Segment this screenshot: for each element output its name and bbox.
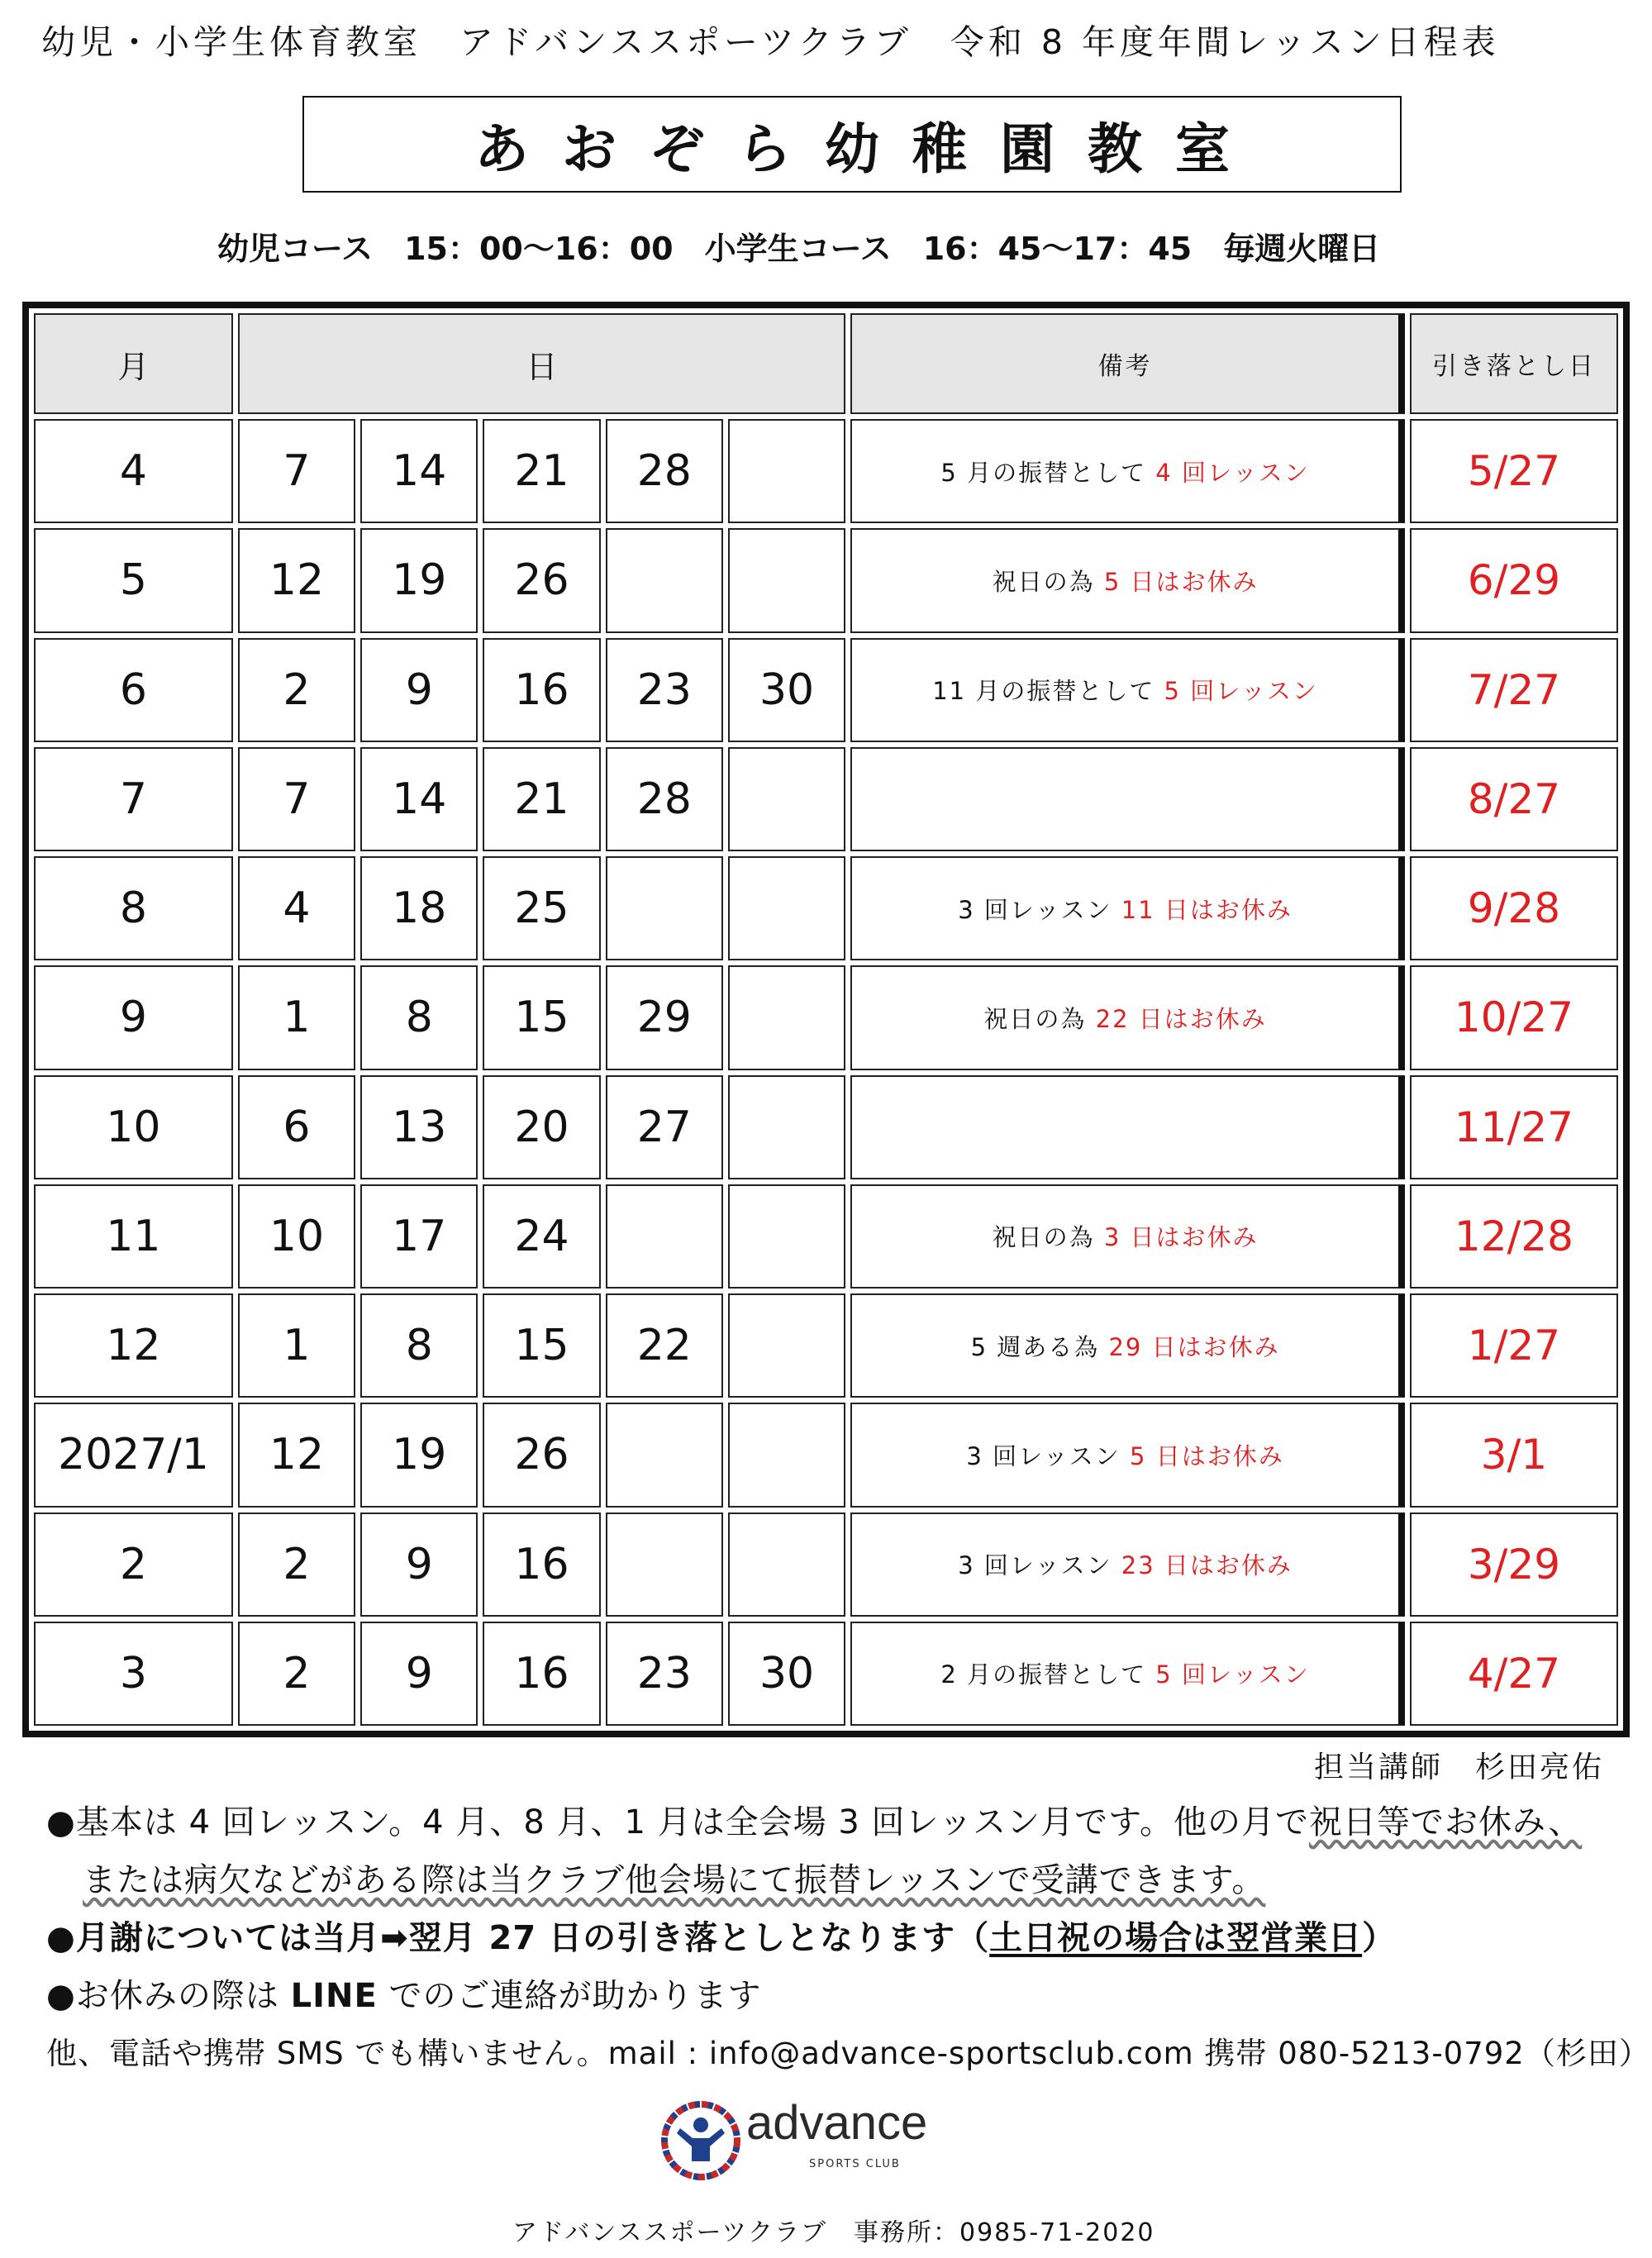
note-absence-text: ●お休みの際は [46,1977,291,2015]
logo-subtitle: SPORTS CLUB [809,2158,901,2170]
table-row [34,747,1618,851]
month-cell: 6 [34,638,233,742]
day-cell: 15 [483,1293,600,1398]
month-cell: 7 [34,747,233,851]
note-fee-close: ） [1362,1919,1397,1957]
day-cell: 15 [483,965,600,1069]
day-cell [728,1184,845,1289]
table-row [34,1403,1618,1507]
day-cell: 6 [238,1075,355,1179]
day-cell [728,965,845,1069]
day-cell: 16 [483,1512,600,1617]
day-cell: 29 [606,965,723,1069]
note-highlight: 5 回レッスン [1146,1660,1310,1689]
day-cell: 8 [360,965,478,1069]
month-cell: 3 [34,1622,233,1726]
month-cell: 11 [34,1184,233,1289]
day-cell: 18 [360,856,478,960]
day-cell [728,747,845,851]
day-cell [606,856,723,960]
day-cell: 21 [483,747,600,851]
note-cell [850,1293,1405,1398]
due-date-cell: 11/27 [1410,1075,1618,1179]
day-cell [728,528,845,632]
course-times: 幼児コース 15：00～16：00 小学生コース 16：45～17：45 毎週火曜日 [217,231,1381,267]
header-due-date: 引き落とし日 [1410,313,1618,414]
due-date-cell: 9/28 [1410,856,1618,960]
note-basic [46,1794,1616,1851]
day-cell [728,1512,845,1617]
day-cell: 26 [483,1403,600,1507]
day-cell: 30 [728,1622,845,1726]
due-date-cell: 1/27 [1410,1293,1618,1398]
note-contact [46,2025,1650,2083]
note-highlight: 29 日はお休み [1099,1332,1280,1361]
instructor-name: 担当講師 杉田亮佑 [1313,1751,1604,1784]
day-cell [606,1184,723,1289]
header-month: 月 [34,313,233,414]
day-cell: 8 [360,1293,478,1398]
table-row [34,528,1618,632]
due-date-cell: 7/27 [1410,638,1618,742]
notes-section [46,1794,1650,2083]
note-text: 3 回レッスン [958,895,1112,924]
day-cell: 9 [360,1512,478,1617]
day-cell: 7 [238,419,355,523]
document-header: 幼児・小学生体育教室 アドバンススポーツクラブ 令和 8 年度年間レッスン日程表 [41,22,1500,62]
note-highlight: 3 日はお休み [1094,1223,1259,1252]
day-cell: 28 [606,747,723,851]
table-row [34,1512,1618,1617]
due-date-cell: 4/27 [1410,1622,1618,1726]
month-cell: 12 [34,1293,233,1398]
note-highlight: 5 回レッスン [1154,677,1318,706]
day-cell: 4 [238,856,355,960]
day-cell: 10 [238,1184,355,1289]
day-cell: 24 [483,1184,600,1289]
month-cell: 5 [34,528,233,632]
day-cell [728,1293,845,1398]
day-cell: 20 [483,1075,600,1179]
day-cell: 16 [483,638,600,742]
note-cell [850,638,1405,742]
note-cell [850,856,1405,960]
note-text: 3 回レッスン [958,1551,1112,1580]
note-cell [850,965,1405,1069]
note-makeup-text: または病欠などがある際は当クラブ他会場にて振替レッスンで受講できます。 [83,1861,1266,1899]
note-absence [46,1967,1616,2025]
note-text: 祝日の為 [983,1004,1087,1033]
note-cell [850,1075,1405,1179]
page-title: あおぞら幼稚園教室 [474,117,1263,181]
schedule-table [22,302,1630,1737]
logo-emblem-icon [655,2095,746,2186]
day-cell: 12 [238,528,355,632]
day-cell [606,528,723,632]
day-cell: 13 [360,1075,478,1179]
due-date-cell: 6/29 [1410,528,1618,632]
day-cell: 12 [238,1403,355,1507]
day-cell: 30 [728,638,845,742]
note-fee-holiday: 土日祝の場合は翌営業日 [989,1919,1363,1957]
advance-logo [655,2095,986,2186]
note-cell [850,1184,1405,1289]
day-cell: 1 [238,1293,355,1398]
header-day: 日 [238,313,845,414]
note-line-app: LINE [290,1977,378,2015]
note-fee-text: ●月謝については当月➡翌月 27 日の引き落としとなります（ [46,1919,990,1957]
day-cell [728,856,845,960]
day-cell: 2 [238,638,355,742]
day-cell: 17 [360,1184,478,1289]
footer-office: アドバンススポーツクラブ 事務所：0985-71-2020 [512,2218,1155,2247]
day-cell: 14 [360,747,478,851]
due-date-cell: 10/27 [1410,965,1618,1069]
note-cell [850,419,1405,523]
note-text: 11 月の振替として [932,677,1155,706]
title-box [302,96,1402,193]
day-cell: 9 [360,1622,478,1726]
day-cell: 16 [483,1622,600,1726]
note-cell [850,1512,1405,1617]
month-cell: 9 [34,965,233,1069]
note-highlight: 22 日はお休み [1086,1004,1267,1033]
note-fee [46,1909,1616,1967]
note-text: 3 回レッスン [966,1441,1121,1470]
month-cell: 2027/1 [34,1403,233,1507]
note-text: 祝日の為 [992,567,1095,596]
table-row [34,856,1618,960]
table-header-row [34,313,1618,414]
note-text: 5 週ある為 [970,1332,1100,1361]
table-row [34,638,1618,742]
day-cell [728,1403,845,1507]
day-cell: 9 [360,638,478,742]
day-cell: 21 [483,419,600,523]
day-cell: 2 [238,1512,355,1617]
month-cell: 10 [34,1075,233,1179]
header-note: 備考 [850,313,1405,414]
note-cell [850,1622,1405,1726]
note-highlight: 5 日はお休み [1094,567,1259,596]
note-text: 祝日の為 [992,1223,1095,1252]
day-cell: 2 [238,1622,355,1726]
day-cell: 14 [360,419,478,523]
note-text: 5 月の振替として [940,458,1147,487]
table-row [34,1622,1618,1726]
day-cell: 25 [483,856,600,960]
day-cell: 26 [483,528,600,632]
month-cell: 2 [34,1512,233,1617]
day-cell [606,1512,723,1617]
day-cell: 19 [360,528,478,632]
contact-text: 他、電話や携帯 SMS でも構いません。mail : info@advance-sportsclub.com 携帯 080-5213-0792（杉田） [46,2036,1650,2071]
table-row [34,965,1618,1069]
day-cell: 7 [238,747,355,851]
day-cell: 22 [606,1293,723,1398]
table-row [34,1184,1618,1289]
month-cell: 4 [34,419,233,523]
note-absence-tail: でのご連絡が助かります [377,1977,762,2015]
note-makeup [46,1851,1616,1909]
due-date-cell: 3/29 [1410,1512,1618,1617]
note-highlight: 11 日はお休み [1112,895,1293,924]
logo-wordmark: advance [746,2096,928,2150]
day-cell: 1 [238,965,355,1069]
due-date-cell: 8/27 [1410,747,1618,851]
note-highlight: 23 日はお休み [1112,1551,1293,1580]
due-date-cell: 3/1 [1410,1403,1618,1507]
due-date-cell: 5/27 [1410,419,1618,523]
day-cell: 28 [606,419,723,523]
day-cell [728,1075,845,1179]
table-row [34,419,1618,523]
day-cell: 23 [606,638,723,742]
day-cell: 23 [606,1622,723,1726]
note-cell [850,528,1405,632]
month-cell: 8 [34,856,233,960]
note-holiday-text: 祝日等でお休み、 [1308,1803,1583,1841]
note-highlight: 4 回レッスン [1146,458,1310,487]
day-cell [606,1403,723,1507]
note-cell [850,1403,1405,1507]
note-highlight: 5 日はお休み [1120,1441,1284,1470]
note-basic-text: ●基本は 4 回レッスン。4 月、8 月、1 月は全会場 3 回レッスン月です。他の月で [46,1803,1309,1841]
note-text: 2 月の振替として [940,1660,1147,1689]
table-row [34,1293,1618,1398]
day-cell: 19 [360,1403,478,1507]
day-cell: 27 [606,1075,723,1179]
due-date-cell: 12/28 [1410,1184,1618,1289]
day-cell [728,419,845,523]
table-row [34,1075,1618,1179]
note-cell [850,747,1405,851]
